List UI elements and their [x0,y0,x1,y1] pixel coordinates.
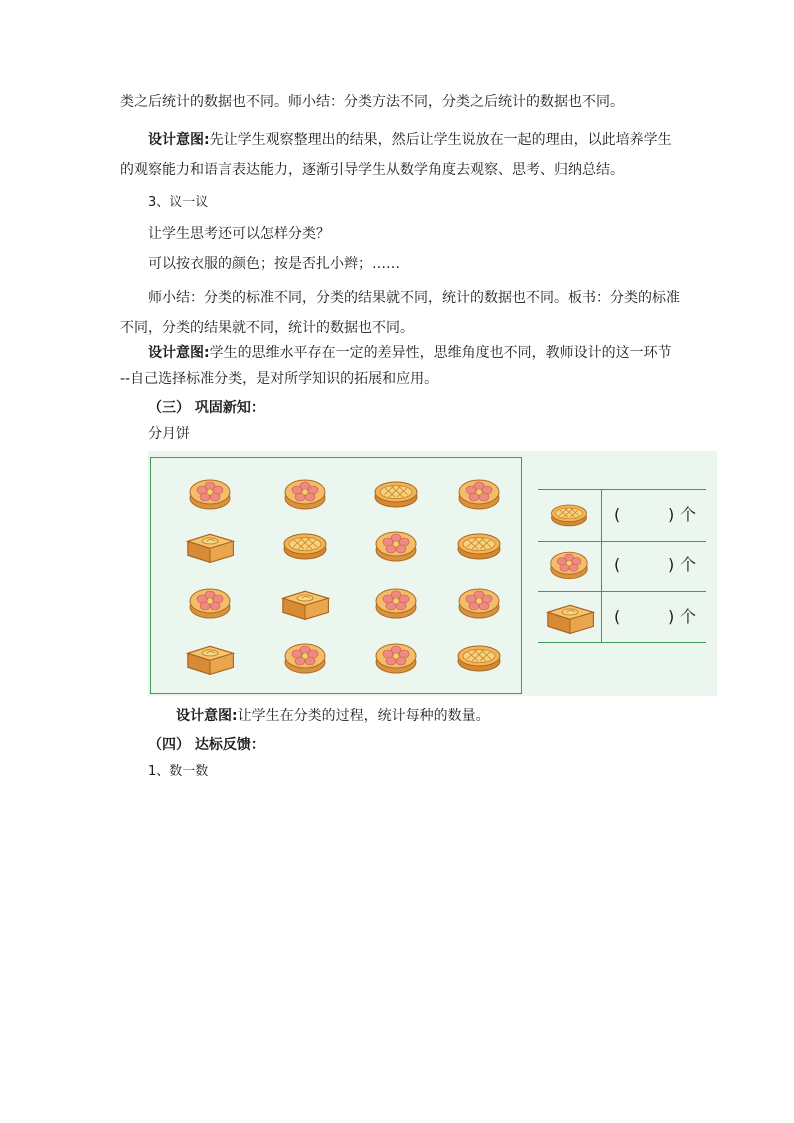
count-blank-lattice[interactable] [614,503,702,527]
unit-label: 个 [680,607,697,626]
design-intent-paragraph [148,130,672,150]
lattice-mooncake-icon [456,640,502,676]
square-mooncake-icon [277,582,333,624]
square-mooncake-icon [543,596,597,638]
design-intent-label: 设计意图: [176,708,238,724]
exercise-title: 1、数一数 [148,764,209,779]
open-paren: ( [614,555,621,574]
text-line: 让学生思考还可以怎样分类？ [148,226,330,242]
tally-table [538,489,706,643]
count-blank-square[interactable] [614,605,702,629]
flower-mooncake-icon [373,640,419,676]
close-paren: ) [668,505,675,524]
table-rule [538,489,706,490]
flower-mooncake-icon [456,476,502,512]
square-mooncake-icon [182,637,238,679]
lattice-mooncake-icon [456,528,502,564]
flower-mooncake-icon [373,528,419,564]
flower-mooncake-icon [373,585,419,621]
flower-mooncake-icon [456,585,502,621]
lattice-mooncake-icon [548,500,590,530]
close-paren: ) [668,555,675,574]
flower-mooncake-icon [282,476,328,512]
count-blank-flower[interactable] [614,553,702,577]
text-span: 学生的思维水平存在一定的差异性，思维角度也不同，教师设计的这一环节 [209,345,672,361]
section-heading: 3、议一议 [148,195,209,210]
table-divider [601,489,602,643]
text-line: 师小结：分类的标准不同，分类的结果就不同，统计的数据也不同。板书：分类的标准 [148,290,680,306]
design-intent-label: 设计意图: [148,132,210,148]
section-heading: （三） 巩固新知： [148,400,265,416]
table-rule [538,541,706,542]
flower-mooncake-icon [548,547,590,583]
lattice-mooncake-icon [373,476,419,512]
flower-mooncake-icon [187,476,233,512]
lattice-mooncake-icon [282,528,328,564]
table-rule [538,642,706,643]
design-intent-label: 设计意图: [148,345,210,361]
mooncake-exercise-panel [148,451,717,696]
text-line: 可以按衣服的颜色；按是否扎小辫；…… [148,256,400,272]
exercise-title: 分月饼 [148,426,190,442]
unit-label: 个 [680,505,697,524]
design-intent-paragraph [148,343,672,363]
design-intent-paragraph [176,706,490,726]
text-line: --自己选择标准分类，是对所学知识的拓展和应用。 [120,371,439,387]
text-line: 的观察能力和语言表达能力，逐渐引导学生从数学角度去观察、思考、归纳总结。 [120,162,624,178]
mooncake-grid [150,457,522,694]
open-paren: ( [614,607,621,626]
open-paren: ( [614,505,621,524]
text-line: 类之后统计的数据也不同。师小结：分类方法不同，分类之后统计的数据也不同。 [120,94,624,110]
section-heading: （四） 达标反馈： [148,737,265,753]
close-paren: ) [668,607,675,626]
text-span: 让学生在分类的过程，统计每种的数量。 [237,708,490,724]
text-span: 先让学生观察整理出的结果，然后让学生说放在一起的理由，以此培养学生 [209,132,672,148]
text-line: 不同，分类的结果就不同，统计的数据也不同。 [120,320,414,336]
square-mooncake-icon [182,525,238,567]
unit-label: 个 [680,555,697,574]
flower-mooncake-icon [282,640,328,676]
flower-mooncake-icon [187,585,233,621]
table-rule [538,591,706,592]
